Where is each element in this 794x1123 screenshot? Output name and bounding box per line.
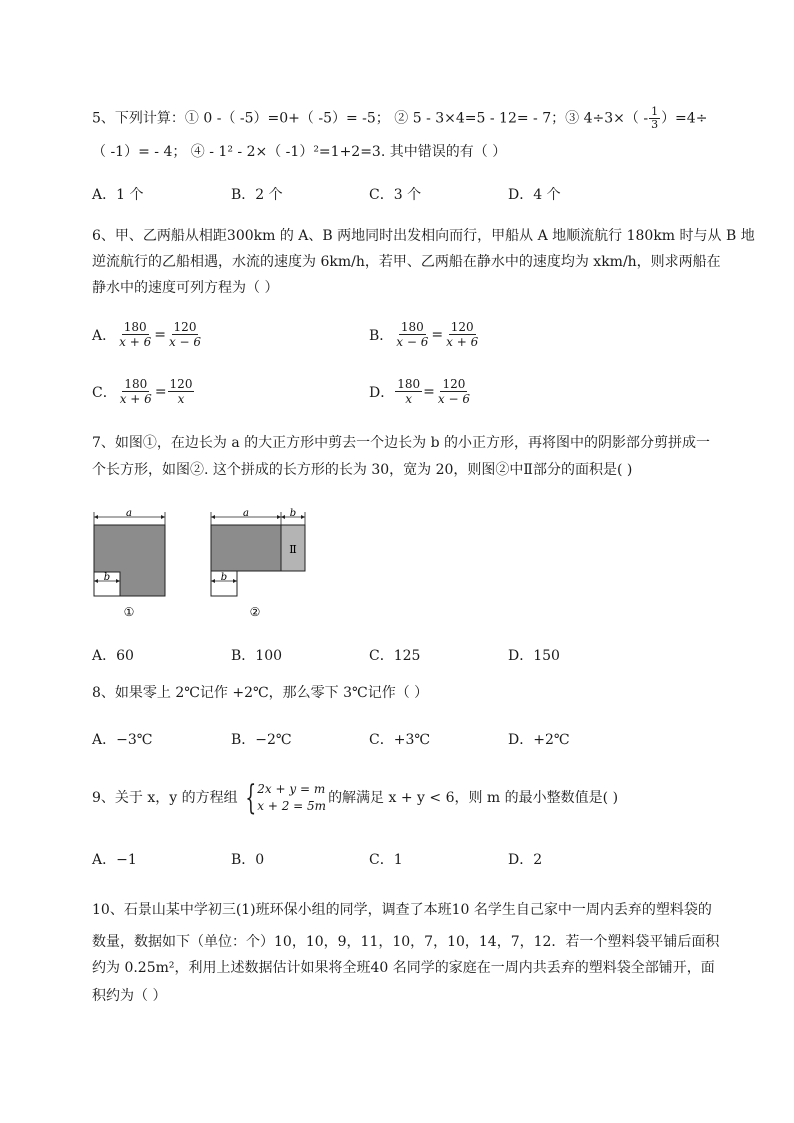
q6-a-left-fraction: $\frac{180}{x + 6}$	[119, 320, 152, 349]
q9-eq1: 2x + y = m	[257, 782, 326, 796]
q6-c-right-fraction: $\frac{120}{x}$	[169, 377, 193, 406]
q6-option-b[interactable]: B． $\frac{180}{x - 6}$ = $\frac{120}{x + 6}$	[369, 320, 479, 349]
q7-figure-1	[88, 505, 173, 620]
q10-line2: 数量，数据如下（单位：个）10，10，9，11，10，7，10，14，7，12．若一个塑料袋平铺后面积	[92, 934, 720, 950]
q8-choice-d[interactable]: D．+2℃	[508, 732, 570, 748]
q10-line1: 10、石景山某中学初三(1)班环保小组的同学，调查了本班10 名学生自己家中一周内丢弃的塑料袋的	[92, 902, 712, 918]
fig2-b-bottom-label: b	[220, 572, 228, 583]
q5-choice-c[interactable]: C．3 个	[369, 187, 422, 203]
q9-choice-d[interactable]: D．2	[508, 852, 543, 868]
q7-line1: 7、如图①，在边长为 a 的大正方形中剪去一个边长为 b 的小正方形，再将图中的阴影部分剪拼成一	[92, 435, 711, 451]
q6-option-d[interactable]: D． $\frac{180}{x}$ = $\frac{120}{x - 6}$	[369, 377, 470, 406]
q6-line3: 静水中的速度可列方程为（ ）	[92, 280, 279, 296]
fig1-arrow-right-icon	[161, 515, 165, 519]
q9-post-text: 的解满足 x + y < 6，则 m 的最小整数值是( )	[328, 790, 619, 806]
q9-equation-system	[240, 778, 327, 818]
fig2-caption: ②	[249, 605, 261, 619]
fig1-arrow-left-icon	[94, 515, 98, 519]
q6-a-right-fraction: $\frac{120}{x - 6}$	[168, 320, 202, 349]
fig2-b-top-label: b	[289, 508, 297, 519]
q5-fraction: $\frac{1}{3}$	[651, 105, 659, 131]
q10-line4: 积约为（ ）	[92, 988, 167, 1004]
q5-line1-end: ）=4÷	[661, 110, 708, 127]
q10-line3: 约为 0.25m²，利用上述数据估计如果将全班40 名同学的家庭在一周内共丢弃的塑料袋全部铺开，面	[92, 960, 715, 976]
q6-b-right-fraction: $\frac{120}{x + 6}$	[446, 320, 479, 349]
q8-choice-c[interactable]: C．+3℃	[369, 732, 431, 748]
fig1-b-label: b	[103, 572, 111, 583]
question-5	[92, 106, 722, 132]
q6-b-left-fraction: $\frac{180}{x - 6}$	[396, 320, 429, 349]
q7-figure-2	[205, 505, 315, 620]
q6-line1: 6、甲、乙两船从相距300km 的 A、B 两地同时出发相向而行，甲船从 A 地顺流航行 180km 时与从 B 地	[92, 228, 755, 244]
fig2-main-rectangle	[211, 525, 281, 571]
q8-choice-b[interactable]: B．−2℃	[231, 732, 292, 748]
q5-choice-a[interactable]: A．1 个	[92, 187, 144, 203]
q7-choice-d[interactable]: D．150	[508, 648, 560, 664]
question-9	[92, 780, 722, 816]
q8-line1: 8、如果零上 2℃记作 +2℃，那么零下 3℃记作（ ）	[92, 685, 429, 701]
q9-pre-text: 9、关于 x，y 的方程组	[92, 790, 238, 806]
fig1-a-label: a	[126, 508, 132, 519]
q7-choice-a[interactable]: A．60	[92, 648, 134, 664]
fig2-roman-label: Ⅱ	[289, 543, 297, 556]
q9-choice-a[interactable]: A．−1	[92, 852, 137, 868]
q6-d-left-fraction: $\frac{180}{x}$	[397, 377, 421, 406]
q6-option-a[interactable]: A． $\frac{180}{x + 6}$ = $\frac{120}{x - 6}$	[92, 320, 202, 349]
q5-choice-d[interactable]: D．4 个	[508, 187, 561, 203]
q7-choice-b[interactable]: B．100	[231, 648, 283, 664]
fig1-caption: ①	[123, 605, 135, 619]
q6-d-right-fraction: $\frac{120}{x - 6}$	[437, 377, 470, 406]
q9-choice-b[interactable]: B．0	[231, 852, 265, 868]
q7-choice-c[interactable]: C．125	[369, 648, 421, 664]
q5-line2: （ -1）= - 4； ④ - 1² - 2×（ -1）²=1+2=3. 其中错误的有（ ）	[92, 144, 507, 160]
fig2-a-label: a	[243, 508, 249, 519]
q9-brace-icon: {	[245, 778, 256, 818]
q7-line2: 个长方形，如图②. 这个拼成的长方形的长为 30，宽为 20，则图②中Ⅱ部分的面积是( )	[92, 462, 633, 478]
q6-line2: 逆流航行的乙船相遇，水流的速度为 6km/h，若甲、乙两船在静水中的速度均为 xkm/h，则求两船在	[92, 254, 721, 270]
q9-choice-c[interactable]: C．1	[369, 852, 403, 868]
q5-choice-b[interactable]: B．2 个	[231, 187, 283, 203]
q6-c-left-fraction: $\frac{180}{x + 6}$	[119, 377, 152, 406]
q9-eq2: x + 2 = 5m	[257, 799, 327, 813]
q6-option-c[interactable]: C． $\frac{180}{x + 6}$ = $\frac{120}{x}$	[92, 377, 193, 406]
q5-line1-text: 5、下列计算：① 0 -（ -5）=0+（ -5）= -5； ② 5 - 3×4=5 - 12= - 7；③ 4÷3×（ -	[92, 110, 649, 127]
q8-choice-a[interactable]: A．−3℃	[92, 732, 153, 748]
